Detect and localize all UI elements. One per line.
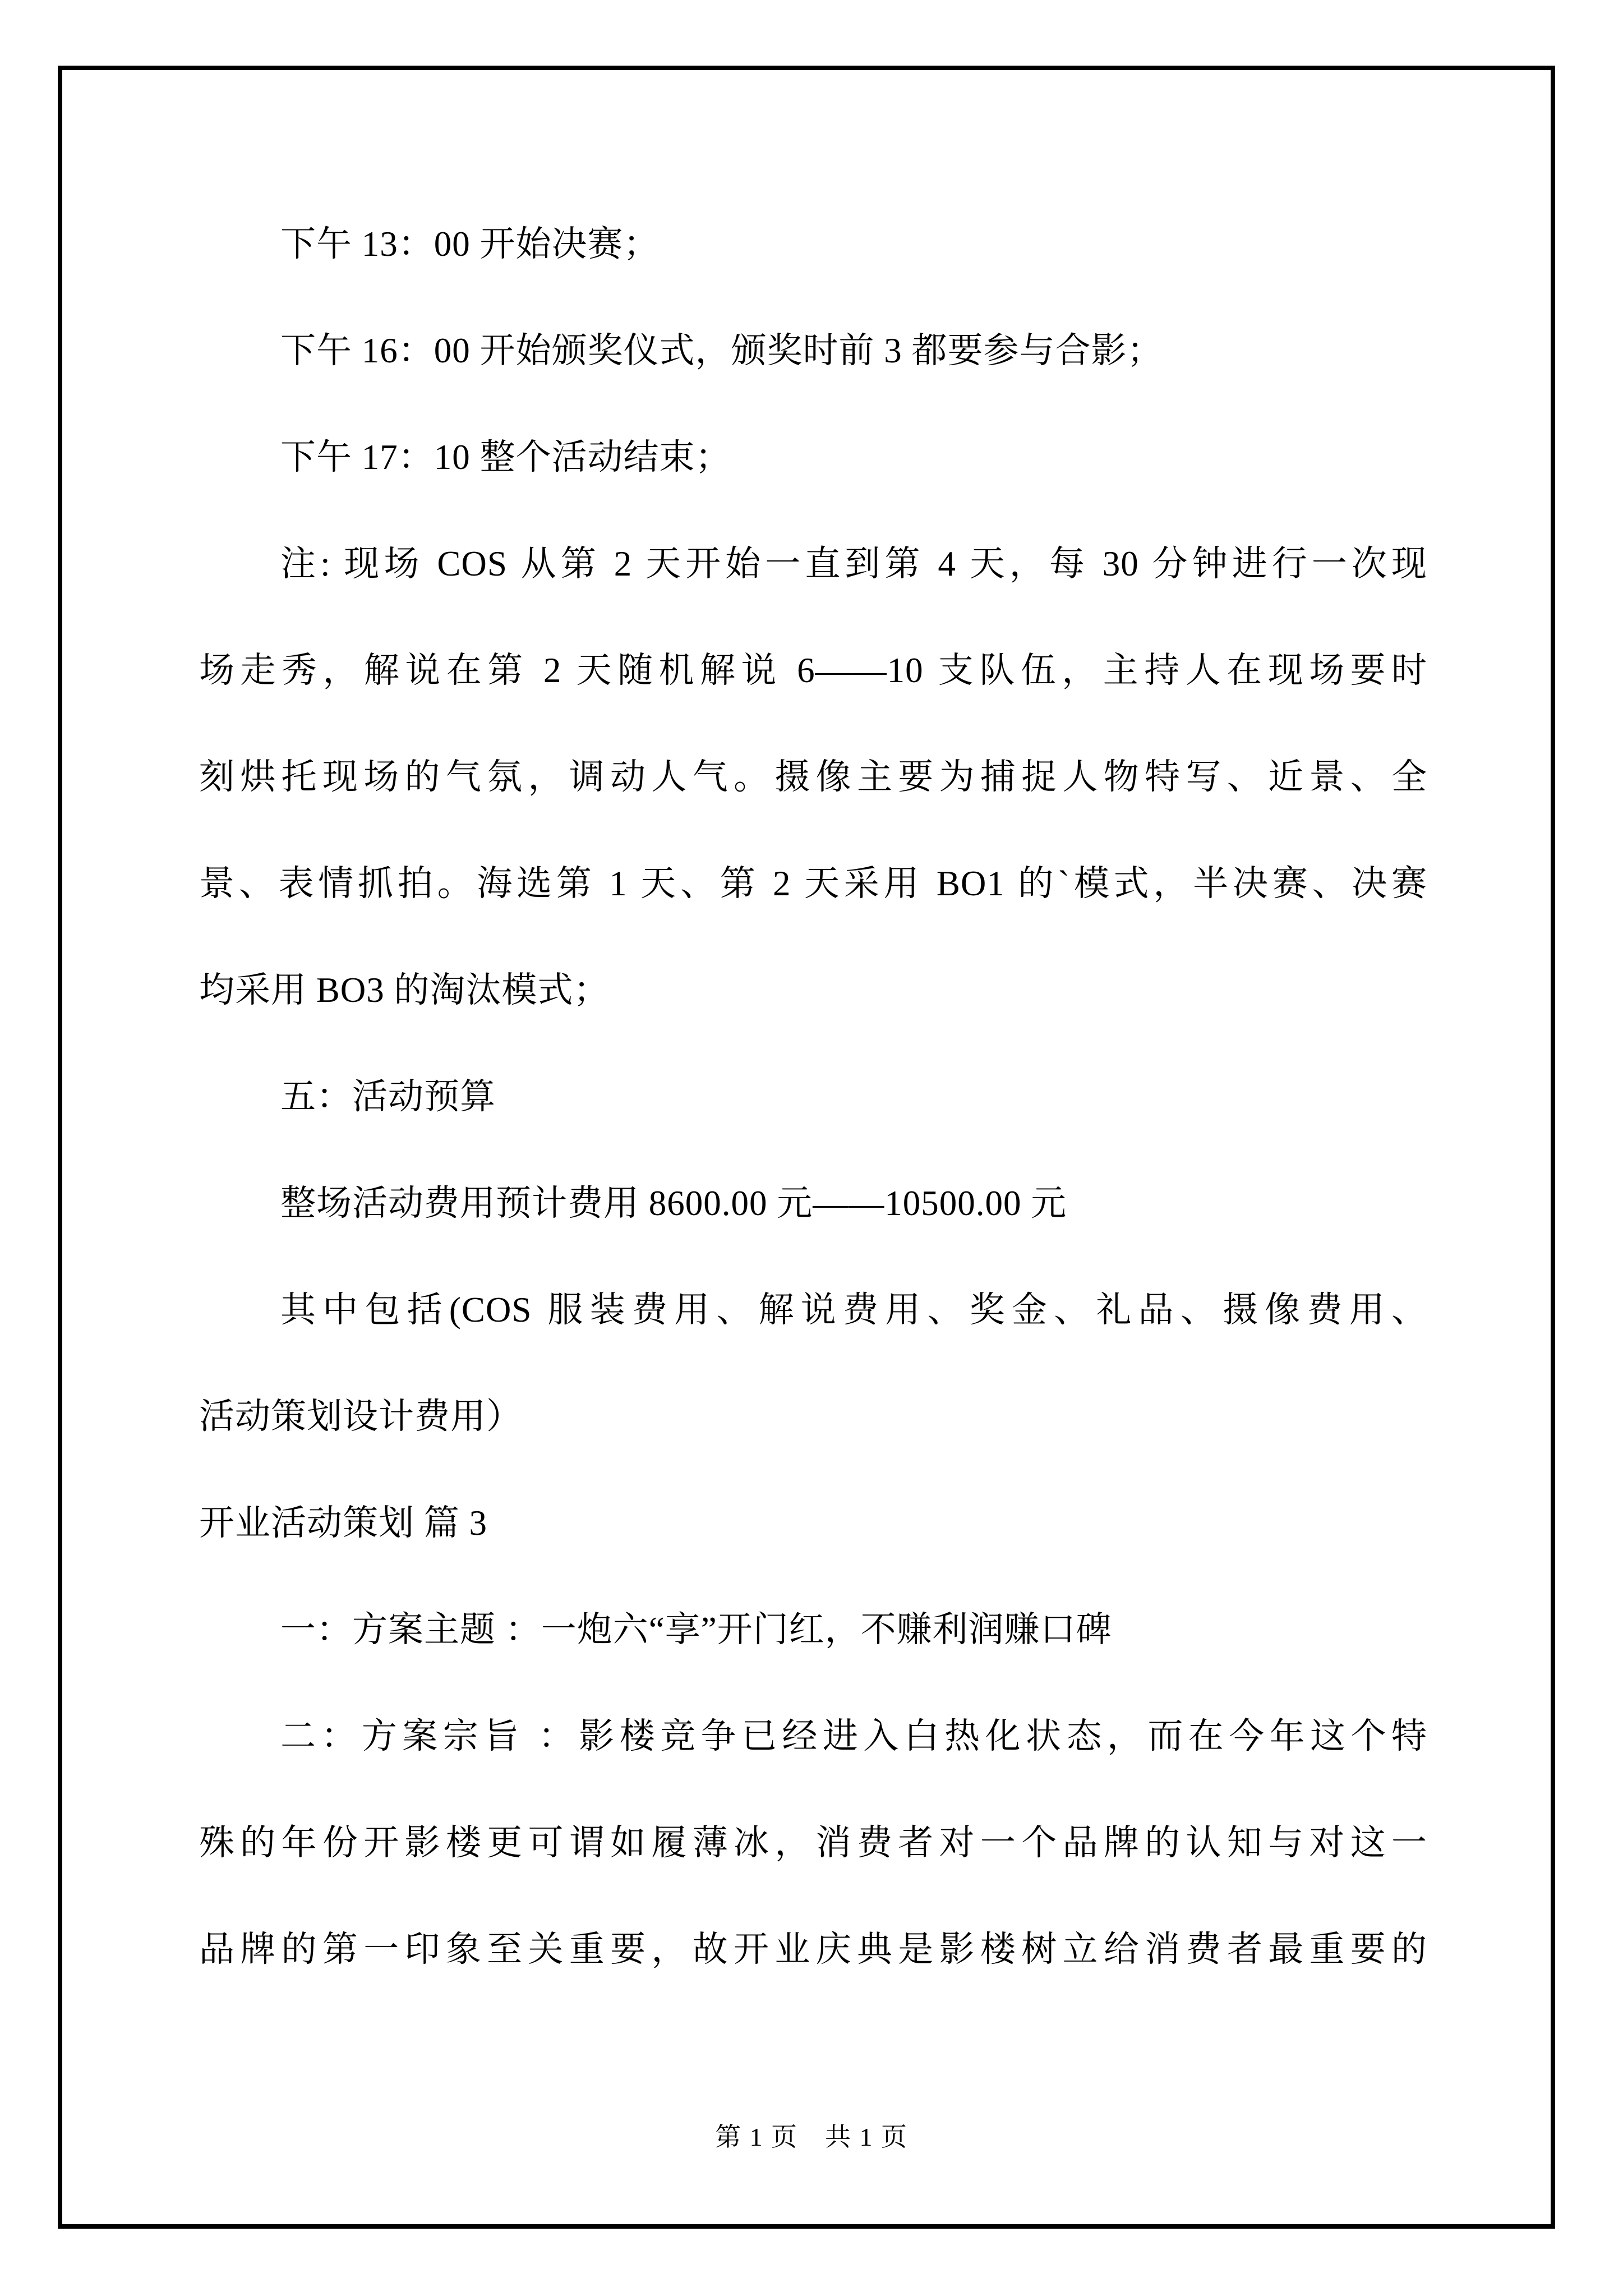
text-line: 品牌的第一印象至关重要，故开业庆典是影楼树立给消费者最重要的 [199,1930,1427,1969]
text-line: 五：活动预算 [280,1077,496,1116]
document-body [199,191,1427,2003]
text-line: 二：方案宗旨 ：影楼竞争已经进入白热化状态，而在今年这个特 [280,1717,1427,1756]
text-line: 一：方案主题 ：一炮六“享”开门红，不赚利润赚口碑 [280,1610,1112,1649]
text-line: 活动策划设计费用） [199,1397,522,1436]
text-line: 殊的年份开影楼更可谓如履薄冰，消费者对一个品牌的认知与对这一 [199,1823,1427,1862]
text-line: 下午 17：10 整个活动结束； [280,438,731,477]
text-line: 场走秀，解说在第 2 天随机解说 6——10 支队伍，主持人在现场要时 [199,651,1427,690]
text-line: 刻烘托现场的气氛，调动人气。摄像主要为捕捉人物特写、近景、全 [199,757,1427,797]
text-line: 开业活动策划 篇 3 [199,1503,487,1543]
text-line: 景、表情抓拍。海选第 1 天、第 2 天采用 BO1 的`模式，半决赛、决赛 [199,864,1427,903]
text-line: 下午 13：00 开始决赛； [280,224,660,264]
text-line: 其中包括(COS 服装费用、解说费用、奖金、礼品、摄像费用、 [280,1290,1427,1329]
text-line: 均采用 BO3 的淘汰模式； [199,970,610,1010]
text-line: 整场活动费用预计费用 8600.00 元——10500.00 元 [280,1184,1067,1223]
text-line: 下午 16：00 开始颁奖仪式，颁奖时前 3 都要参与合影； [280,331,1163,370]
page-footer: 第 1 页 共 1 页 [715,2123,908,2151]
text-line: 注: 现场 COS 从第 2 天开始一直到第 4 天，每 30 分钟进行一次现 [280,544,1427,583]
